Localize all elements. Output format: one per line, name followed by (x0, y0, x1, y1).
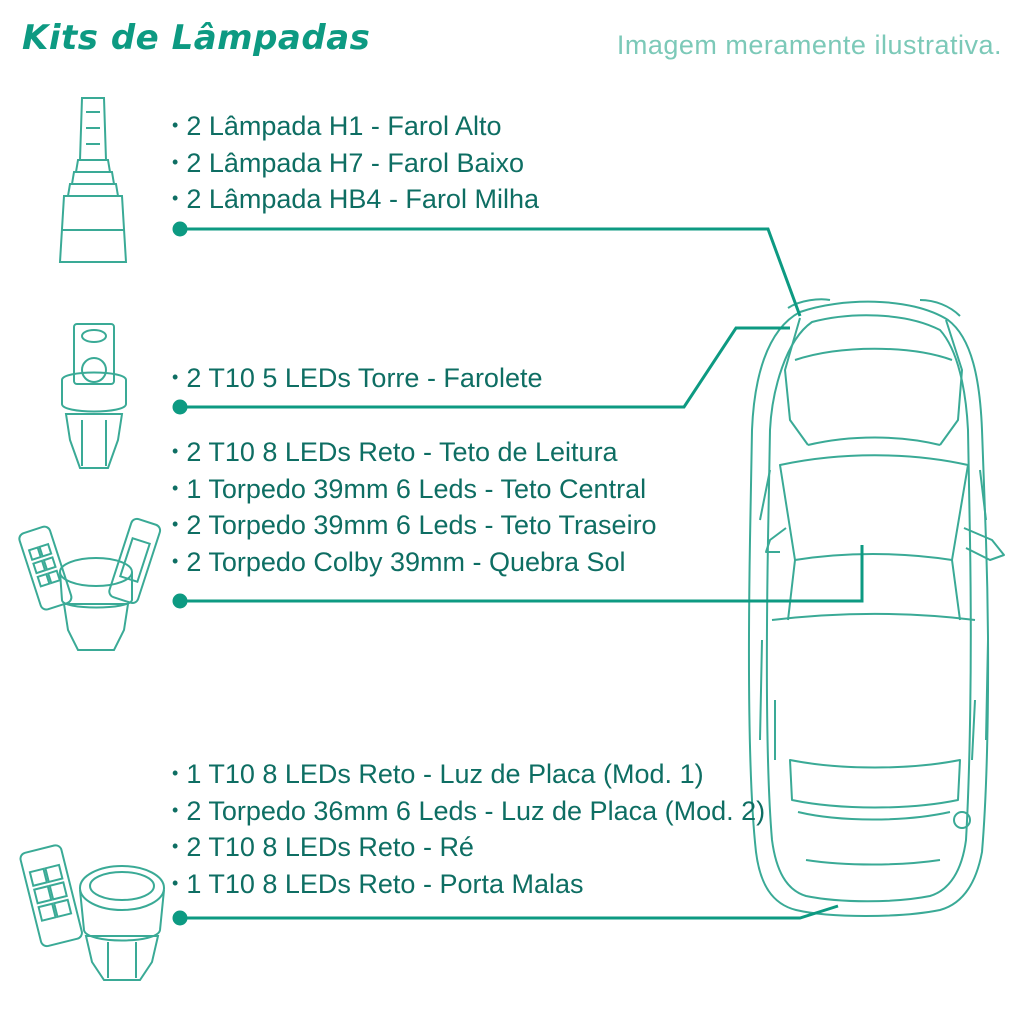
list-item: • 2 T10 8 LEDs Reto - Ré (172, 829, 765, 866)
page-title: Kits de Lâmpadas (22, 18, 371, 58)
interior-kit-list (172, 434, 657, 580)
t10-tower-led-icon (62, 324, 126, 468)
leader-line-rear (174, 906, 838, 924)
list-item: • 2 Torpedo 36mm 6 Leds - Luz de Placa (Mod. 2) (172, 793, 765, 830)
list-item: • 2 Lâmpada H1 - Farol Alto (172, 108, 539, 145)
parking-light-kit-list (172, 360, 542, 397)
headlight-kit-list (172, 108, 539, 218)
leader-line-headlights (174, 223, 800, 316)
list-item: • 2 T10 5 LEDs Torre - Farolete (172, 360, 542, 397)
list-item: • 1 Torpedo 39mm 6 Leds - Teto Central (172, 471, 657, 508)
festoon-and-t10-rear-icon (19, 844, 164, 980)
rear-kit-list (172, 756, 765, 902)
h-bulb-icon (60, 98, 126, 262)
list-item: • 2 Lâmpada H7 - Farol Baixo (172, 145, 539, 182)
list-item: • 2 Torpedo 39mm 6 Leds - Teto Traseiro (172, 507, 657, 544)
list-item: • 2 T10 8 LEDs Reto - Teto de Leitura (172, 434, 657, 471)
list-item: • 1 T10 8 LEDs Reto - Porta Malas (172, 866, 765, 903)
list-item: • 2 Torpedo Colby 39mm - Quebra Sol (172, 544, 657, 581)
car-top-view-icon (749, 299, 1004, 916)
list-item: • 1 T10 8 LEDs Reto - Luz de Placa (Mod. 1) (172, 756, 765, 793)
festoon-and-t10-icon (18, 517, 162, 650)
illustrative-note: Imagem meramente ilustrativa. (616, 30, 1002, 60)
list-item: • 2 Lâmpada HB4 - Farol Milha (172, 181, 539, 218)
